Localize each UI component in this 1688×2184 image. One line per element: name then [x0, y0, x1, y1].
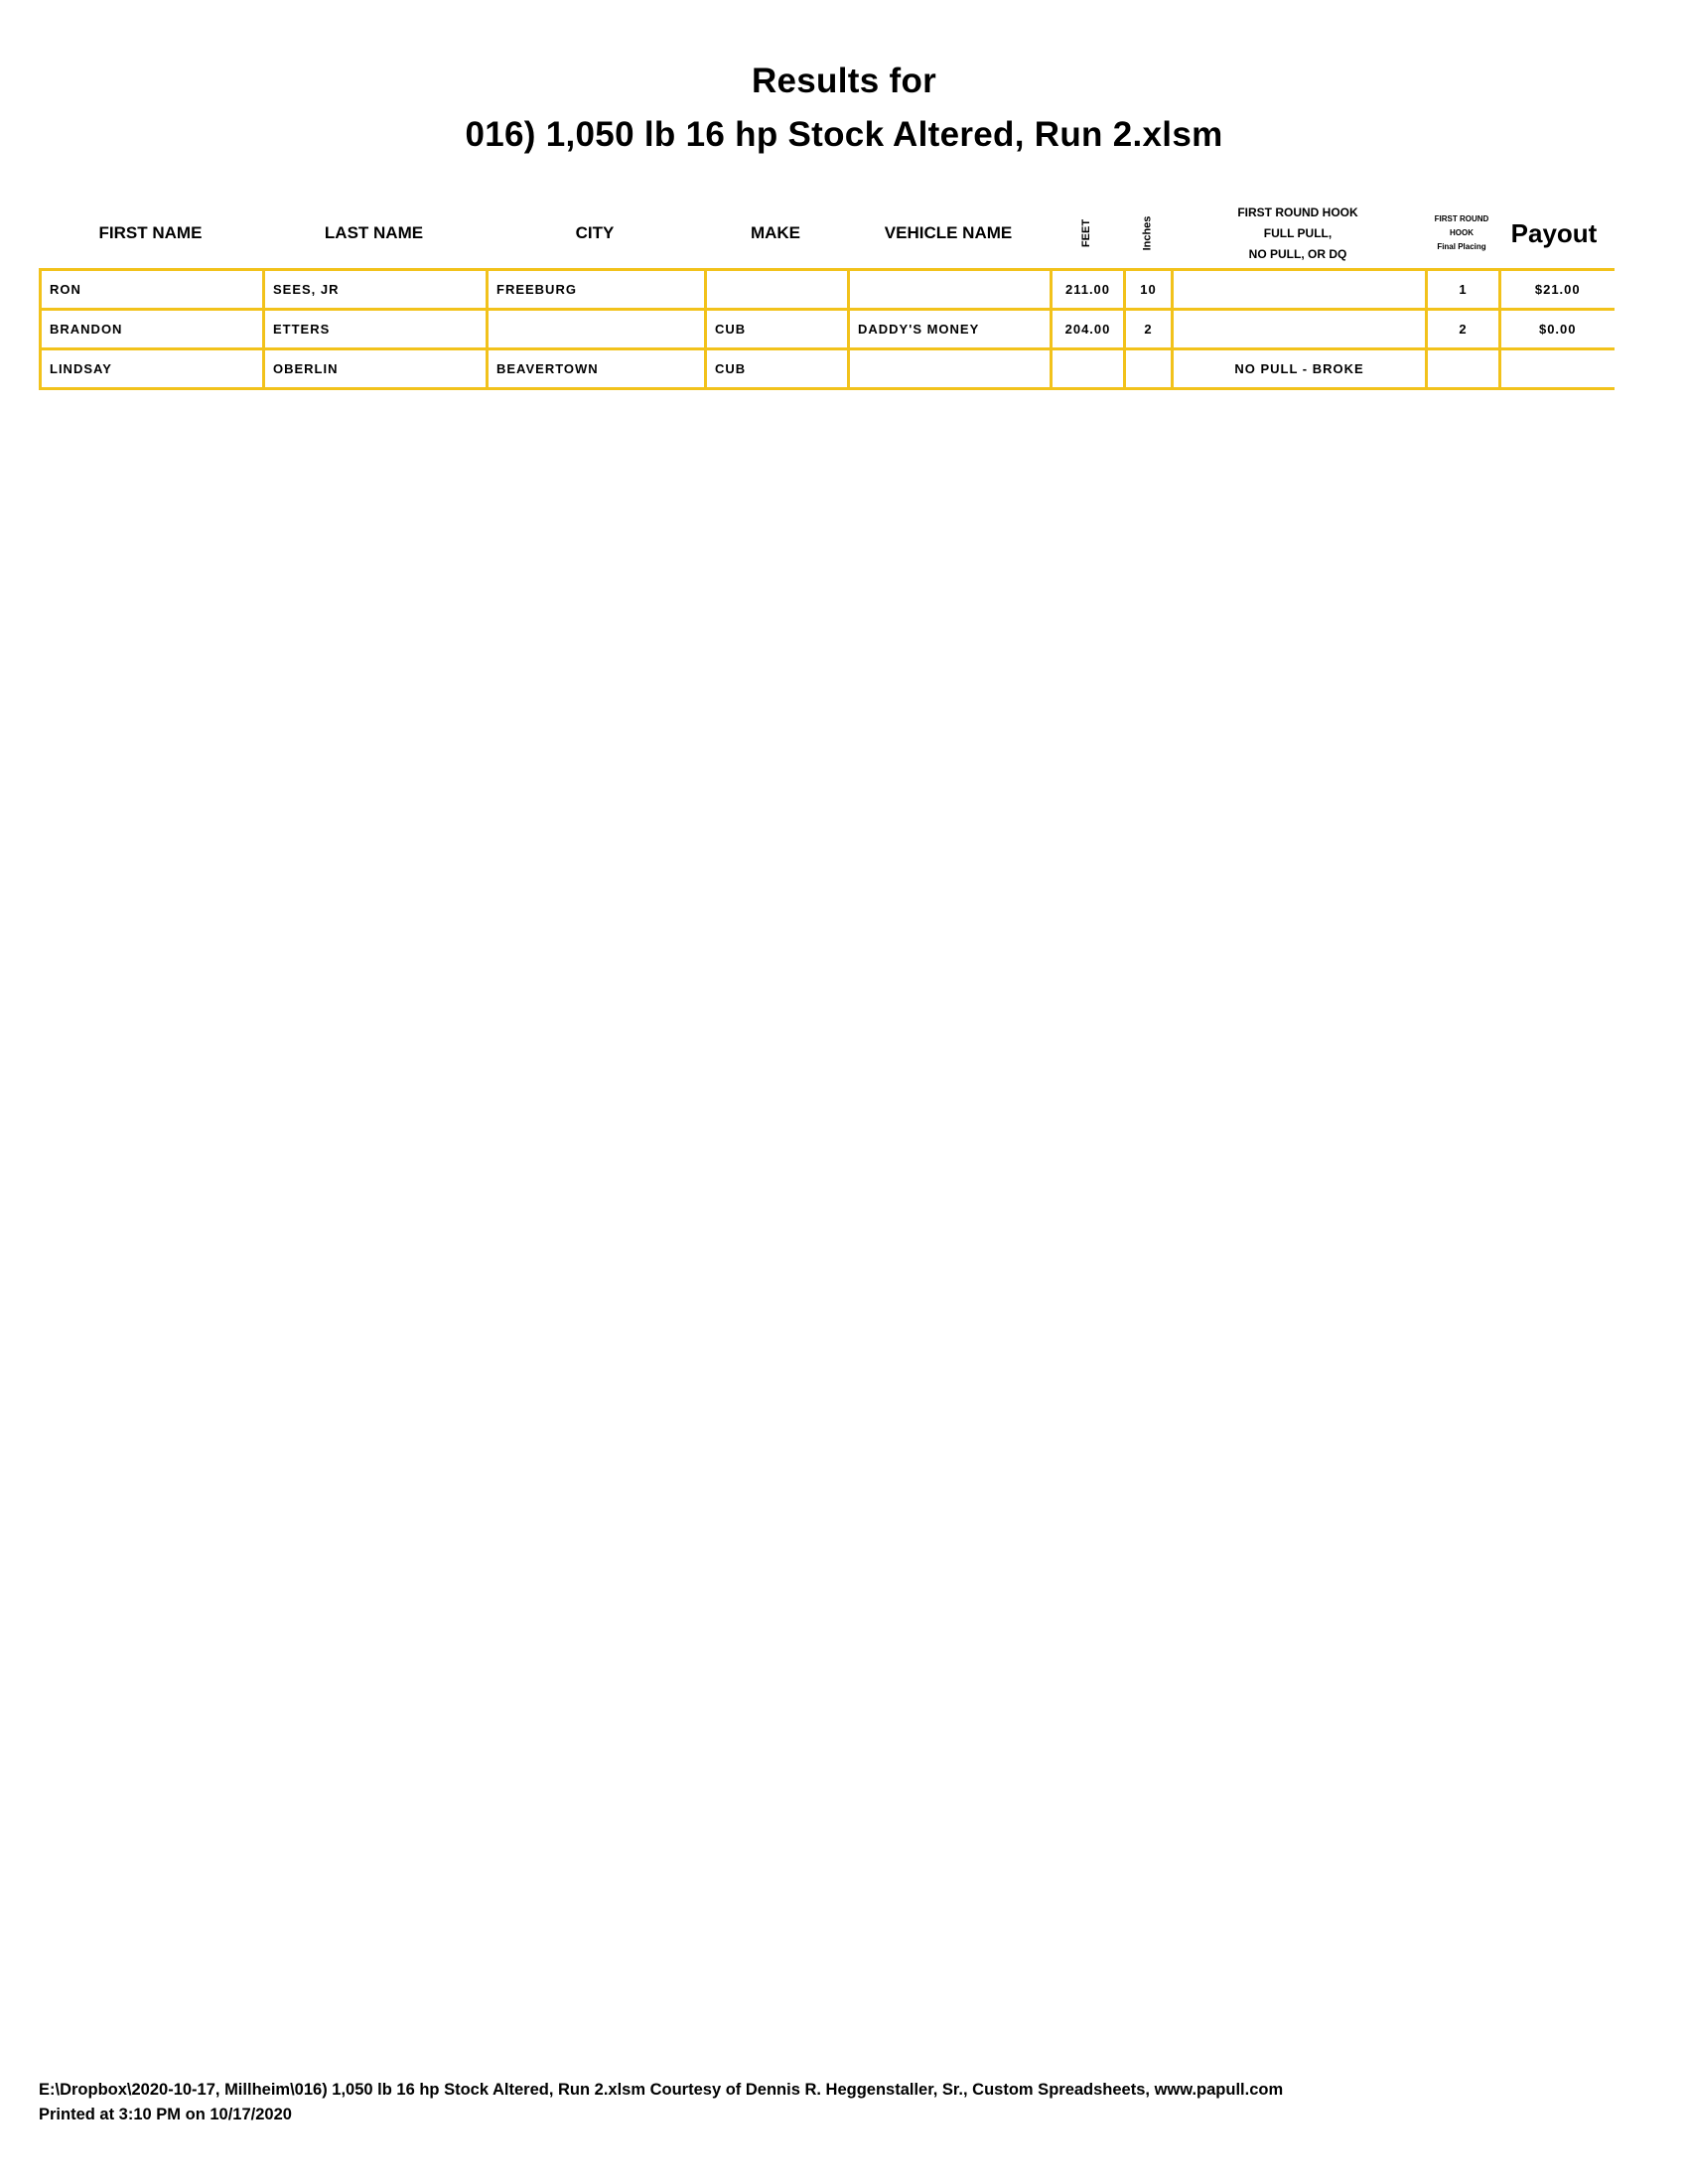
- cell-payout: $21.00: [1500, 270, 1615, 310]
- header-last-name: LAST NAME: [324, 223, 424, 242]
- cell-feet: 204.00: [1052, 310, 1125, 349]
- cell-last-name: ETTERS: [264, 310, 488, 349]
- cell-payout: [1500, 349, 1615, 389]
- header-placing-line2: HOOK: [1449, 228, 1474, 237]
- cell-last-name: SEES, JR: [264, 270, 488, 310]
- footer-printed-at: Printed at 3:10 PM on 10/17/2020: [39, 2106, 292, 2123]
- header-make: MAKE: [750, 223, 801, 242]
- cell-city: BEAVERTOWN: [488, 349, 706, 389]
- header-inches-label: Inches: [1140, 215, 1153, 251]
- header-hook-line2: FULL PULL,: [1263, 225, 1333, 240]
- header-first-name: FIRST NAME: [98, 223, 203, 242]
- header-feet: [1050, 204, 1123, 263]
- page-subtitle: 016) 1,050 lb 16 hp Stock Altered, Run 2.xlsm: [465, 115, 1223, 154]
- cell-hook-status: NO PULL - BROKE: [1173, 349, 1427, 389]
- cell-first-name: LINDSAY: [41, 349, 264, 389]
- cell-placing: 2: [1427, 310, 1500, 349]
- cell-make: CUB: [706, 349, 849, 389]
- cell-vehicle-name: DADDY'S MONEY: [849, 310, 1052, 349]
- header-feet-label: FEET: [1080, 218, 1092, 248]
- table-row: [41, 349, 1615, 389]
- header-hook-line1: FIRST ROUND HOOK: [1237, 205, 1358, 219]
- header-payout: Payout: [1510, 217, 1598, 248]
- cell-hook-status: [1173, 270, 1427, 310]
- cell-make: CUB: [706, 310, 849, 349]
- header-inches: [1123, 204, 1171, 263]
- header-city: CITY: [575, 223, 615, 242]
- cell-hook-status: [1173, 310, 1427, 349]
- cell-placing: 1: [1427, 270, 1500, 310]
- cell-last-name: OBERLIN: [264, 349, 488, 389]
- cell-vehicle-name: [849, 349, 1052, 389]
- cell-placing: [1427, 349, 1500, 389]
- cell-city: [488, 310, 706, 349]
- header-placing-line3: Final Placing: [1437, 242, 1486, 251]
- header-placing-line1: FIRST ROUND: [1434, 214, 1489, 223]
- cell-feet: [1052, 349, 1125, 389]
- cell-first-name: RON: [41, 270, 264, 310]
- header-hook-line3: NO PULL, OR DQ: [1248, 246, 1347, 261]
- cell-first-name: BRANDON: [41, 310, 264, 349]
- footer-file-path: E:\Dropbox\2020-10-17, Millheim\016) 1,050 lb 16 hp Stock Altered, Run 2.xlsm Courtesy of Dennis R. Heggenstaller, Sr., Custom Spreadsheets, www.papull.com: [39, 2081, 1284, 2099]
- results-table: [39, 268, 1615, 390]
- header-final-placing: [1425, 204, 1498, 263]
- cell-make: [706, 270, 849, 310]
- header-hook-status: [1171, 204, 1425, 263]
- cell-inches: 2: [1125, 310, 1173, 349]
- cell-inches: 10: [1125, 270, 1173, 310]
- cell-inches: [1125, 349, 1173, 389]
- header-vehicle-name: VEHICLE NAME: [884, 223, 1013, 242]
- page-title: Results for: [751, 62, 937, 100]
- cell-payout: $0.00: [1500, 310, 1615, 349]
- table-row: [41, 310, 1615, 349]
- table-row: [41, 270, 1615, 310]
- cell-vehicle-name: [849, 270, 1052, 310]
- cell-feet: 211.00: [1052, 270, 1125, 310]
- cell-city: FREEBURG: [488, 270, 706, 310]
